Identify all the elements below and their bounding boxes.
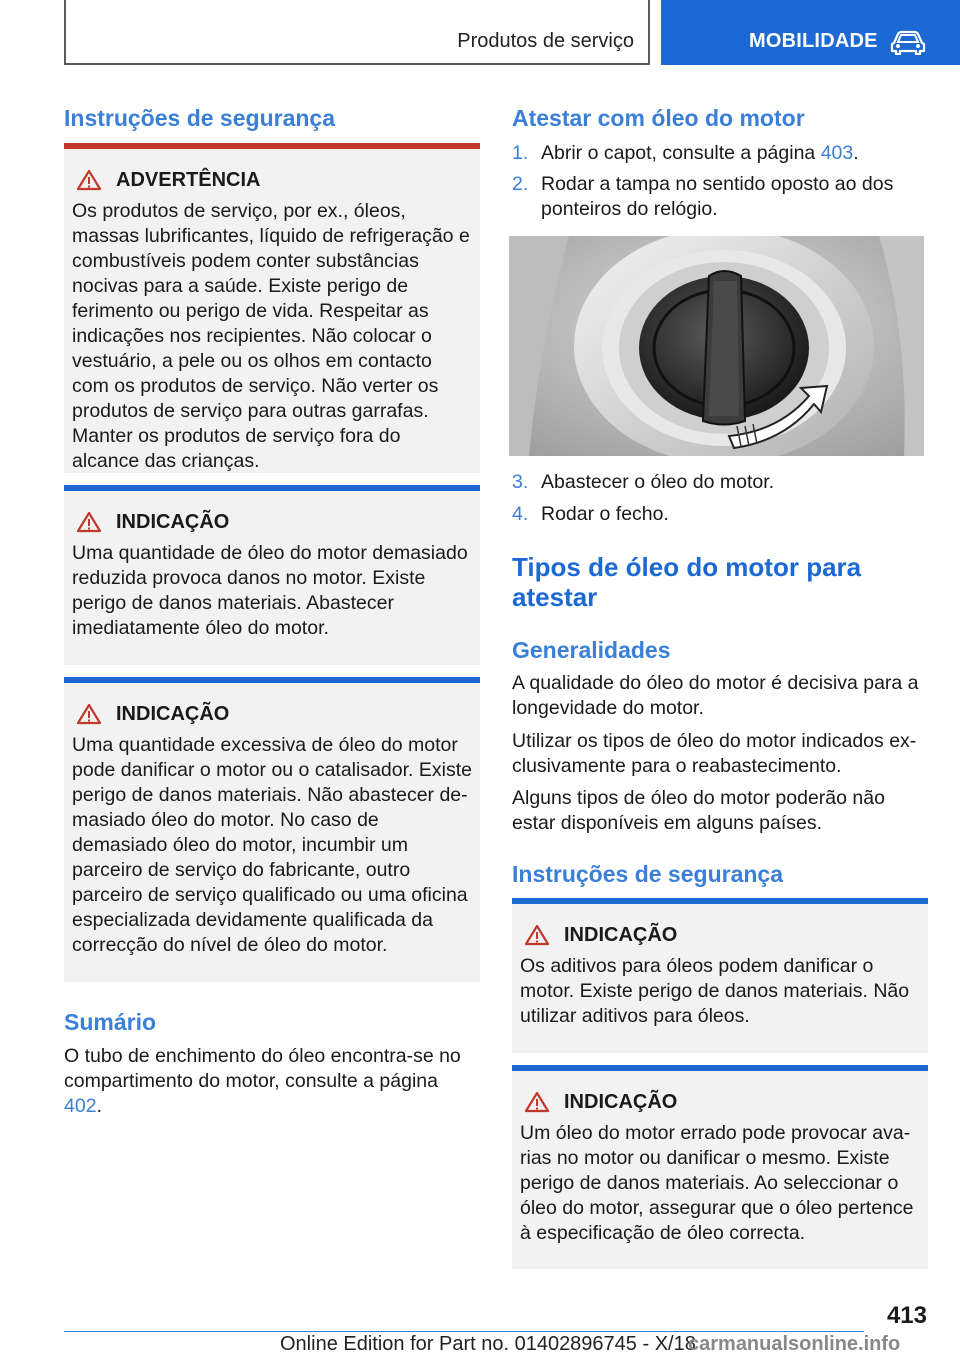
warning-triangle-icon xyxy=(76,703,102,725)
step-1-body: Abrir o capot, consulte a página xyxy=(541,142,821,164)
step-number: 1. xyxy=(512,142,529,164)
general-heading: Generalidades xyxy=(512,637,671,663)
left-heading: Instruções de segurança xyxy=(64,105,335,131)
warning-triangle-icon xyxy=(76,169,102,191)
summary-body: O tubo de enchimento do óleo encontra-se no compartimento do motor, consulte a página xyxy=(64,1045,461,1092)
note-3-text: Os aditivos para óleos podem danificar o motor. Existe perigo de danos materiais. Não utilizar aditivos para óleos. xyxy=(520,955,910,1027)
header-chapter-tab xyxy=(661,0,960,65)
step-text: Abastecer o óleo do motor. xyxy=(541,471,775,493)
step-number: 2. xyxy=(512,173,529,195)
note-1-title xyxy=(72,505,472,539)
note-2-text: Uma quantidade excessiva de óleo do motor pode danificar o motor ou o catalisador. Existe perigo de danos materiais. Não abastecer demasiado óleo do motor. No caso de demasiado óleo do motor, incumbir um parceiro de serviço do fabricante, outro parceiro de serviço qualificado ou uma oficina especializada devidamente qualificada da correcção do nível de óleo do motor. xyxy=(72,734,472,956)
note-box-3 xyxy=(512,898,928,1053)
page-number: 413 xyxy=(886,1302,927,1329)
note-4-title xyxy=(520,1085,920,1119)
general-paragraph-1: A qualidade do óleo do motor é decisiva para a longevidade do motor. xyxy=(512,672,919,719)
step-text: Rodar a tampa no sentido oposto ao dos ponteiros do relógio. xyxy=(541,173,894,220)
warning-triangle-icon xyxy=(524,924,550,946)
step-number: 4. xyxy=(512,503,529,525)
oil-cap-photo xyxy=(509,236,924,456)
right-heading: Atestar com óleo do motor xyxy=(512,105,805,131)
note-1-title-text: INDICAÇÃO xyxy=(116,510,230,533)
step-4 xyxy=(512,502,926,527)
note-box-1 xyxy=(64,485,480,665)
note-2-title-text: INDICAÇÃO xyxy=(116,702,230,725)
note-3-title-text: INDICAÇÃO xyxy=(564,923,678,946)
summary-end: . xyxy=(96,1095,102,1117)
warning-triangle-icon xyxy=(524,1091,550,1113)
step-1-page-link[interactable]: 403 xyxy=(820,142,854,164)
step-3 xyxy=(512,470,926,495)
car-icon xyxy=(890,29,926,55)
step-text xyxy=(541,141,926,166)
warning-title-text: ADVERTÊNCIA xyxy=(116,168,261,191)
header-chapter-label: MOBILIDADE xyxy=(749,30,878,52)
note-2-title xyxy=(72,697,472,731)
warning-title xyxy=(72,163,472,197)
footer-divider xyxy=(64,1331,864,1332)
note-4-text: Um óleo do motor errado pode provocar avarias no motor ou danificar o mesmo. Existe perigo de danos materiais. Ao seleccionar o óleo do motor, assegurar que o óleo pertence à especificação de óleo correcta. xyxy=(520,1122,914,1244)
header-section-label: Produtos de serviço xyxy=(457,30,634,52)
warning-triangle-icon xyxy=(76,511,102,533)
step-1 xyxy=(512,141,926,166)
warning-text: Os produtos de serviço, por ex., óleos, massas lubrificantes, líquido de refrigeração e combustíveis podem conter substâncias nocivas para a saúde. Existe perigo de ferimento ou perigo de vida. Respeitar as indicações nos recipientes. Não colocar o vestuário, a pele ou os olhos em contacto com os produtos de serviço. Não verter os produtos de serviço para outras garrafas. Manter os produtos de serviço fora do alcance das crianças. xyxy=(72,200,470,472)
general-paragraph-2: Utilizar os tipos de óleo do motor indicados exclusivamente para o reabastecimento. xyxy=(512,730,917,777)
footer-edition: Online Edition for Part no. 01402896745 - X/18 xyxy=(280,1333,696,1355)
step-2 xyxy=(512,172,926,222)
note-1-text: Uma quantidade de óleo do motor demasiado reduzida provoca danos no motor. Existe perigo de danos materiais. Abastecer imediatamente óleo do motor. xyxy=(72,542,468,639)
general-paragraph-3: Alguns tipos de óleo do motor poderão não estar disponíveis em alguns países. xyxy=(512,787,885,834)
header-section-tab xyxy=(64,0,650,65)
note-4-title-text: INDICAÇÃO xyxy=(564,1090,678,1113)
step-text: Rodar o fecho. xyxy=(541,503,669,525)
summary-text xyxy=(64,1044,480,1119)
oil-types-heading: Tipos de óleo do motor para atestar xyxy=(512,552,862,612)
step-1-end: . xyxy=(853,142,859,164)
note-box-4 xyxy=(512,1065,928,1269)
warning-box xyxy=(64,143,480,473)
note-3-title xyxy=(520,918,920,952)
watermark: carmanualsonline.info xyxy=(688,1333,901,1355)
summary-heading: Sumário xyxy=(64,1009,157,1035)
step-number: 3. xyxy=(512,471,529,493)
right-safety-heading: Instruções de segurança xyxy=(512,861,783,887)
note-box-2 xyxy=(64,677,480,982)
oil-filler-cap-image xyxy=(509,236,924,456)
summary-page-link[interactable]: 402 xyxy=(64,1095,97,1117)
